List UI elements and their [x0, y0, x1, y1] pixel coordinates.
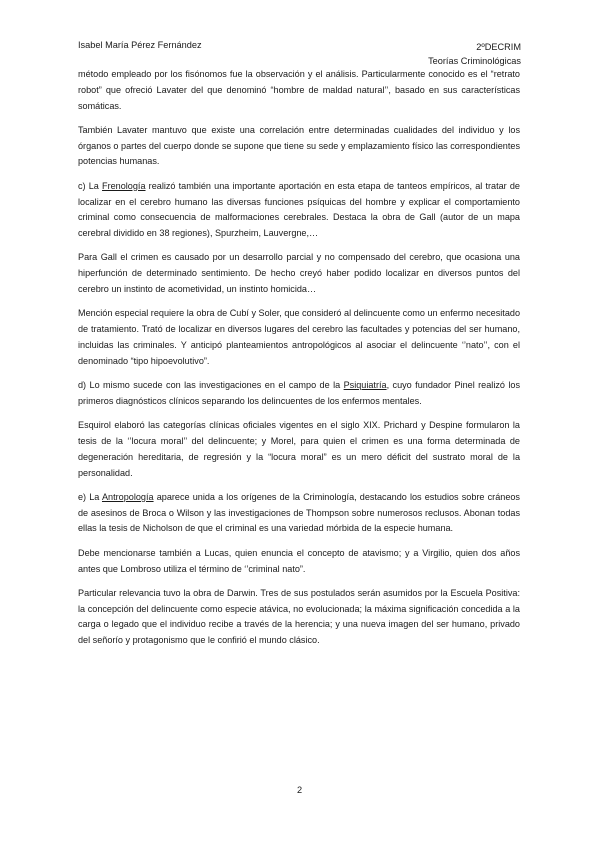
paragraph-text: d) Lo mismo sucede con las investigaciones en el campo de la — [78, 380, 344, 391]
header-course-info — [428, 40, 521, 68]
paragraph-text: e) La — [78, 491, 102, 502]
underlined-term: Psiquiatría — [343, 380, 387, 391]
paragraph-text: También Lavater mantuvo que existe una correlación entre determinadas cualidades del individuo y los órganos o partes del cuerpo donde se supone que tiene su sede y emplazamiento físico las correspondientes potencias humanas. — [78, 124, 520, 167]
paragraph-text: Para Gall el crimen es causado por un desarrollo parcial y no compensado del cerebro, que ocasiona una hiperfunción de determinado sentimiento. De hecho creyó haber podido localizar en diversos puntos del cerebro un instinto de acometividad, un instinto homicida… — [78, 252, 520, 295]
body-paragraph — [78, 179, 520, 242]
paragraph-text: c) La — [78, 180, 103, 191]
paragraph-text: , cuyo fundador Pinel realizó los primeros diagnósticos clínicos separando los delincuentes de los enfermos mentales. — [78, 380, 520, 406]
body-paragraph — [78, 123, 520, 170]
body-paragraph — [78, 418, 520, 481]
paragraph-text: realizó también una importante aportación en esta etapa de tanteos empíricos, al tratar de localizar en el cerebro humano las diversas funciones psíquicas del hombre y explicar el comportamiento criminal como consecuencia de malformaciones cerebrales. Destaca la obra de Gall (autor de un mapa cerebral dividido en 38 regiones), Spurzheim, Lauvergne,… — [78, 180, 520, 239]
header-subject: Teorías Criminológicas — [428, 56, 521, 66]
header-author: Isabel María Pérez Fernández — [78, 40, 202, 50]
body-paragraph — [78, 490, 520, 537]
body-paragraph — [78, 586, 520, 649]
page-number: 2 — [296, 785, 303, 795]
underlined-term: Frenología — [102, 180, 146, 191]
paragraph-text: Particular relevancia tuvo la obra de Darwin. Tres de sus postulados serán asumidos por la Escuela Positiva: la concepción del delincuente como especie atávica, no evolucionada; la máxima significación concedida a la carga o legado que el individuo recibe a través de la herencia; y una nueva imagen del ser humano, privado del señorío y protagonismo que le confirió el mundo clásico. — [78, 587, 520, 646]
body-paragraph — [78, 250, 520, 297]
paragraph-text: Esquirol elaboró las categorías clínicas oficiales vigentes en el siglo XIX. Prichard y Despine formularon la tesis de la ‘’locura moral’’ del delincuente; y Morel, para quien el crimen es una forma determinada de degeneración hereditaria, de regresión y la “locura moral” es un mero déficit del sustrato moral de la personalidad. — [78, 420, 520, 478]
document-body — [78, 67, 520, 658]
paragraph-text: Debe mencionarse también a Lucas, quien enuncia el concepto de atavismo; y a Virgilio, quien dos años antes que Lombroso utiliza el término de ‘’criminal nato”. — [78, 547, 520, 574]
paragraph-text: aparece unida a los orígenes de la Criminología, destacando los estudios sobre cráneos de asesinos de Broca o Wilson y las investigaciones de Thompson sobre numerosos reclusos. Abonan todas ellas la tesis de Nicholson de que el criminal es una variedad mórbida de la especie humana. — [78, 491, 520, 534]
underlined-term: Antropología — [101, 491, 154, 502]
body-paragraph — [78, 546, 520, 578]
paragraph-text: método empleado por los fisónomos fue la observación y el análisis. Particularmente conocido es el “retrato robot” que ofreció Lavater del que denominó “hombre de maldad natural’’, basado en sus características somáticas. — [78, 69, 520, 111]
body-paragraph — [78, 378, 520, 410]
header-course: 2ºDECRIM — [476, 42, 521, 52]
body-paragraph — [78, 306, 520, 369]
paragraph-text: Mención especial requiere la obra de Cubí y Soler, que consideró al delincuente como un enfermo necesitado de tratamiento. Trató de localizar en diversos lugares del cerebro las facultades y potencias del ser humano, incluidas las criminales. Y anticipó planteamientos antropológicos al asociar el delincuente ‘’nato’’, con el denominado “tipo hipoevolutivo”. — [78, 308, 520, 366]
body-paragraph — [78, 67, 520, 114]
